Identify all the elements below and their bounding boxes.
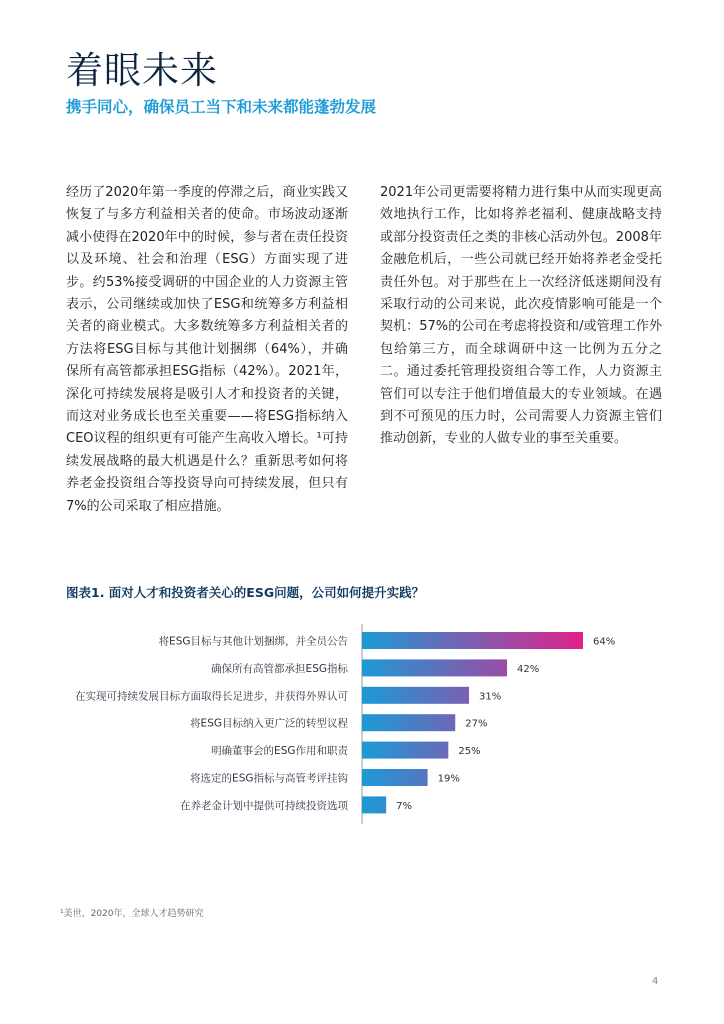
chart-category-label: 在实现可持续发展目标方面取得长足进步，并获得外界认可	[75, 690, 348, 703]
chart-value-label: 25%	[458, 746, 481, 758]
chart-value-label: 64%	[593, 636, 616, 648]
chart-category-label: 确保所有高管都承担ESG指标	[211, 662, 348, 675]
chart-value-label: 31%	[479, 691, 502, 703]
chart-category-label: 将ESG目标纳入更广泛的转型议程	[190, 717, 348, 730]
body-text-left-column: 经历了2020年第一季度的停滞之后，商业实践又恢复了与多方利益相关者的使命。市场波动逐渐减小使得在2020年中的时候，参与者在责任投资以及环境、社会和治理（ESG）方面实现了进步。约53%接受调研的中国企业的人力资源主管表示，公司继续或加快了ESG和统筹多方利益相关者的商业模式。大多数统筹多方利益相关者的方法将ESG目标与其他计划捆绑（64%），并确保所有高管都承担ESG指标（42%）。2021年，深化可持续发展将是吸引人才和投资者的关键，而这对业务成长也至关重要——将ESG指标纳入CEO议程的组织更有可能产生高收入增长。¹可持续发展战略的最大机遇是什么？重新思考如何将养老金投资组合等投资导向可持续发展，但只有7%的公司采取了相应措施。	[66, 185, 348, 514]
chart-bar	[362, 687, 469, 704]
chart-bar	[362, 796, 386, 813]
chart-value-label: 19%	[437, 773, 460, 785]
chart-bar	[362, 714, 455, 731]
page-subtitle: 携手同心，确保员工当下和未来都能蓬勃发展	[66, 98, 377, 116]
esg-bar-chart	[0, 620, 724, 830]
chart-category-label: 明确董事会的ESG作用和职责	[211, 745, 348, 758]
chart-bar	[362, 659, 507, 676]
chart-title: 图表1. 面对人才和投资者关心的ESG问题，公司如何提升实践？	[66, 585, 425, 600]
chart-value-label: 42%	[517, 663, 540, 675]
chart-bar	[362, 632, 583, 649]
chart-value-label: 7%	[396, 800, 413, 812]
footnote: ¹美世，2020年，全球人才趋势研究	[60, 909, 204, 919]
chart-category-label: 在养老金计划中提供可持续投资选项	[180, 799, 348, 812]
body-text-right-column: 2021年公司更需要将精力进行集中从而实现更高效地执行工作，比如将养老福利、健康战略支持或部分投资责任之类的非核心活动外包。2008年金融危机后，一些公司就已经开始将养老金受托责任外包。对于那些在上一次经济低迷期间没有采取行动的公司来说，此次疫情影响可能是一个契机：57%的公司在考虑将投资和/或管理工作外包给第三方，而全球调研中这一比例为五分之二。通过委托管理投资组合等工作，人力资源主管们可以专注于他们增值最大的专业领域。在遇到不可预见的压力时，公司需要人力资源主管们推动创新，专业的人做专业的事至关重要。	[380, 185, 662, 447]
chart-category-label: 将ESG目标与其他计划捆绑，并全员公告	[158, 635, 348, 648]
chart-value-label: 27%	[465, 718, 488, 730]
page-title: 着眼未来	[66, 49, 218, 92]
page-number: 4	[652, 976, 659, 987]
chart-bar	[362, 769, 428, 786]
chart-bar	[362, 742, 448, 759]
chart-category-label: 将选定的ESG指标与高管考评挂钩	[190, 772, 348, 785]
